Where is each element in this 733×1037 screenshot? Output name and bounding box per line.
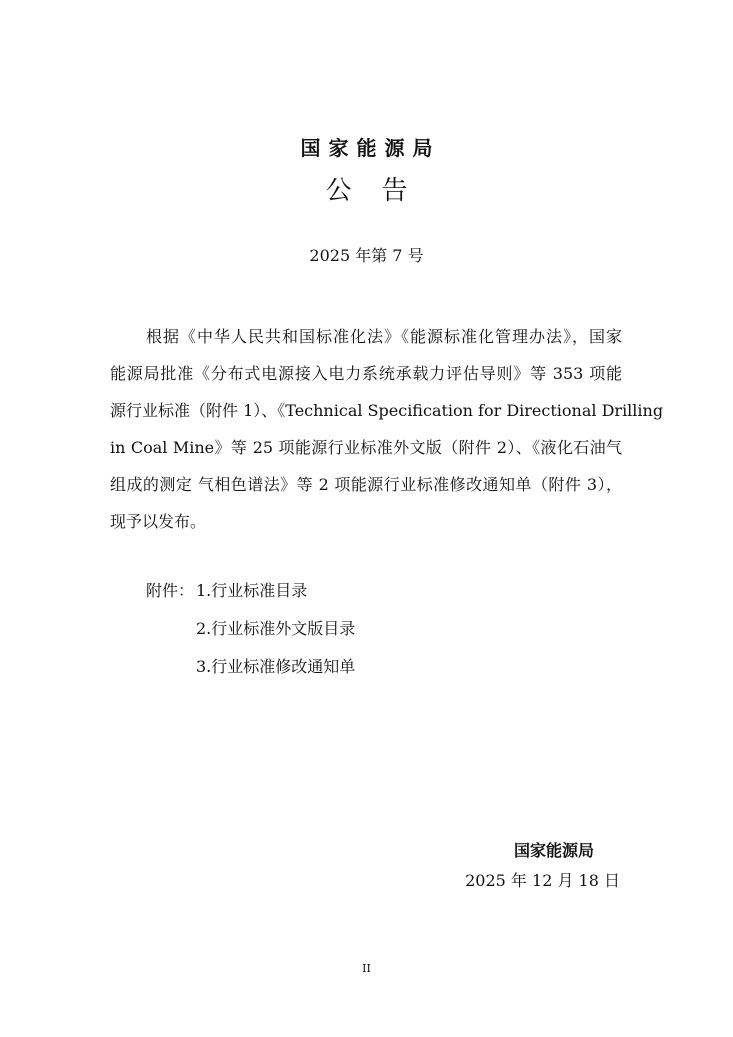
attachments-label: 附件： — [146, 581, 195, 600]
page-number: II — [362, 962, 371, 975]
body-line: 根据《中华人民共和国标准化法》《能源标准化管理办法》，国家 — [146, 327, 622, 346]
attachment-item — [146, 578, 355, 616]
document-number: 2025 年第 7 号 — [309, 246, 424, 265]
attachments-list — [146, 578, 355, 692]
body-line: in Coal Mine》等 25 项能源行业标准外文版（附件 2）、《液化石油气 — [110, 438, 622, 457]
announcement-body — [110, 318, 664, 540]
body-line: 源行业标准（附件 1）、《Technical Specification for Directional Drilling — [110, 401, 664, 420]
issuer-title: 国家能源局 — [300, 136, 441, 160]
signature-date: 2025 年 12 月 18 日 — [465, 871, 620, 890]
attachment-item — [146, 616, 355, 654]
attachment-text: 3.行业标准修改通知单 — [196, 657, 356, 676]
body-line: 能源局批准《分布式电源接入电力系统承载力评估导则》等 353 项能 — [110, 364, 622, 383]
attachment-item — [146, 654, 355, 692]
attachment-text: 1.行业标准目录 — [196, 581, 308, 600]
body-line: 组成的测定 气相色谱法》等 2 项能源行业标准修改通知单（附件 3）， — [110, 475, 622, 494]
attachment-text: 2.行业标准外文版目录 — [196, 619, 356, 638]
signature-organization: 国家能源局 — [513, 841, 594, 860]
body-line: 现予以发布。 — [110, 512, 207, 531]
signature-block — [0, 838, 620, 894]
document-type-title: 公告 — [325, 176, 438, 206]
